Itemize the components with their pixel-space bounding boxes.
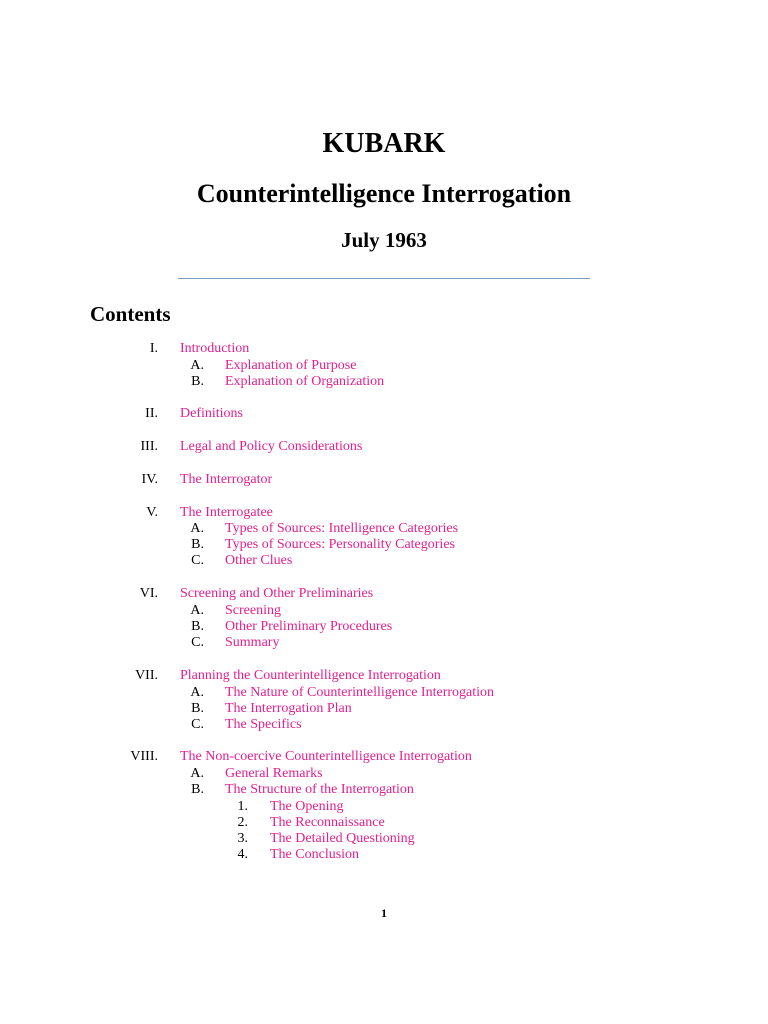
toc-entry-link[interactable]: Types of Sources: Personality Categories bbox=[225, 537, 455, 552]
toc-entry-number: C. bbox=[191, 635, 204, 650]
toc-entry-link[interactable]: Summary bbox=[225, 635, 280, 650]
toc-entry-number: VIII. bbox=[130, 749, 158, 764]
toc-entry-link[interactable]: The Opening bbox=[270, 799, 344, 814]
toc-entry-number: V. bbox=[146, 505, 158, 520]
toc-entry-link[interactable]: Explanation of Purpose bbox=[225, 358, 357, 373]
title-divider bbox=[178, 278, 590, 279]
toc-entry-link[interactable]: Other Preliminary Procedures bbox=[225, 619, 393, 634]
toc-entry-number: 2. bbox=[237, 815, 248, 830]
toc-entry-link[interactable]: Legal and Policy Considerations bbox=[180, 439, 363, 454]
toc-entry-link[interactable]: The Non-coercive Counterintelligence Interrogation bbox=[180, 749, 472, 764]
toc-entry-number: B. bbox=[191, 374, 204, 389]
toc-entry-number: A. bbox=[190, 603, 204, 618]
toc-entry-number: A. bbox=[190, 685, 204, 700]
toc-entry-link[interactable]: The Interrogatee bbox=[180, 505, 273, 520]
toc-entry-number: A. bbox=[190, 358, 204, 373]
toc-entry-number: B. bbox=[191, 619, 204, 634]
toc-entry-link[interactable]: Screening and Other Preliminaries bbox=[180, 586, 374, 601]
toc-entry-number: I. bbox=[149, 341, 158, 356]
toc-entry-number: B. bbox=[191, 537, 204, 552]
toc-entry-number: C. bbox=[191, 717, 204, 732]
toc-entry-link[interactable]: The Specifics bbox=[225, 717, 302, 732]
toc-entry-number: VI. bbox=[139, 586, 158, 601]
toc-entry-number: B. bbox=[191, 701, 204, 716]
toc-entry-link[interactable]: Types of Sources: Intelligence Categories bbox=[225, 521, 459, 536]
toc-entry-link[interactable]: The Interrogation Plan bbox=[225, 701, 352, 716]
toc-entry-link[interactable]: Planning the Counterintelligence Interrogation bbox=[180, 668, 441, 683]
toc-entry-number: III. bbox=[140, 439, 158, 454]
toc-entry-link[interactable]: The Nature of Counterintelligence Interrogation bbox=[225, 685, 495, 700]
toc-entry-number: VII. bbox=[135, 668, 158, 683]
toc-entry-number: IV. bbox=[141, 472, 158, 487]
document-subtitle: Counterintelligence Interrogation bbox=[196, 179, 572, 208]
toc-entry-link[interactable]: Explanation of Organization bbox=[225, 374, 385, 389]
toc-entry-number: 3. bbox=[237, 831, 248, 846]
toc-entry-number: B. bbox=[191, 782, 204, 797]
toc-entry-number: 1. bbox=[237, 799, 248, 814]
contents-heading: Contents bbox=[90, 302, 171, 326]
toc-entry-link[interactable]: Screening bbox=[225, 603, 281, 618]
toc-entry-number: A. bbox=[190, 521, 204, 536]
document-title: KUBARK bbox=[322, 128, 446, 159]
page-number: 1 bbox=[381, 906, 387, 920]
toc-entry-number: II. bbox=[145, 406, 158, 421]
toc-entry-link[interactable]: The Conclusion bbox=[270, 847, 360, 862]
toc-entry-link[interactable]: The Structure of the Interrogation bbox=[225, 782, 414, 797]
toc-entry-number: A. bbox=[190, 766, 204, 781]
toc-entry-link[interactable]: The Reconnaissance bbox=[270, 815, 385, 830]
toc-entry-number: C. bbox=[191, 553, 204, 568]
document-date: July 1963 bbox=[341, 228, 427, 252]
toc-entry-link[interactable]: The Interrogator bbox=[180, 472, 273, 487]
toc-entry-number: 4. bbox=[237, 847, 248, 862]
toc-entry-link[interactable]: Introduction bbox=[180, 341, 250, 356]
toc-entry-link[interactable]: The Detailed Questioning bbox=[270, 831, 415, 846]
toc-entry-link[interactable]: Other Clues bbox=[225, 553, 293, 568]
toc-entry-link[interactable]: General Remarks bbox=[225, 766, 323, 781]
toc-entry-link[interactable]: Definitions bbox=[180, 406, 243, 421]
